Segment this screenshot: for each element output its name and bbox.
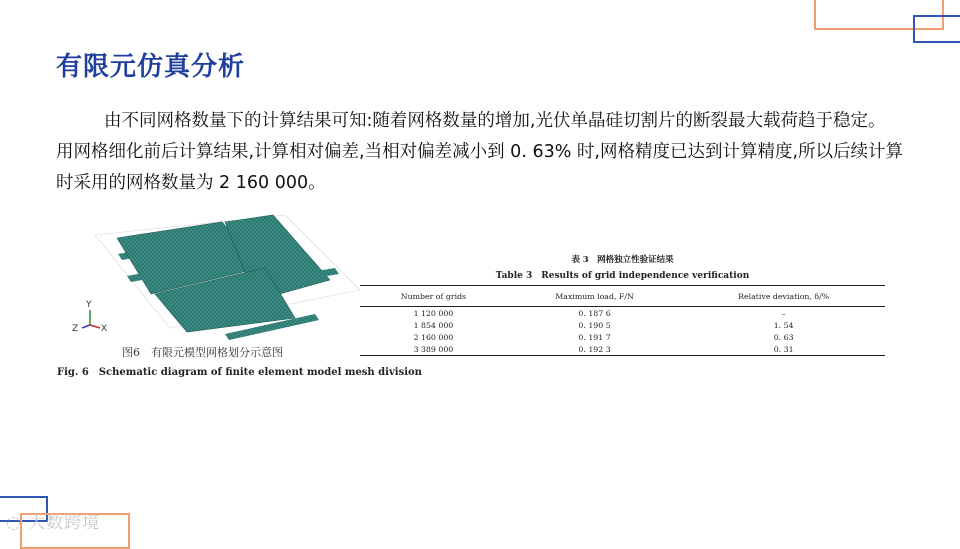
table-row (360, 319, 885, 331)
watermark-text: 大数跨境 (28, 513, 101, 533)
cell-deviation: – (781, 308, 786, 318)
cell-load: 0. 187 6 (578, 308, 611, 318)
axis-label-x: X (101, 324, 108, 334)
cell-grids: 2 160 000 (413, 332, 454, 342)
table-title-en: Table 3 Results of grid independence verification (495, 271, 750, 281)
cell-deviation: 0. 31 (682, 343, 885, 356)
figure-caption-en: Fig. 6 Schematic diagram of finite element model mesh division (57, 367, 422, 378)
header-number-of-grids: Number of grids (360, 286, 507, 307)
watermark-logo (6, 508, 100, 533)
cell-load: 0. 192 3 (507, 343, 682, 356)
table-row (360, 331, 885, 343)
cell-grids: 1 120 000 (413, 308, 454, 318)
table-row (360, 343, 885, 356)
table-header-row (360, 286, 885, 307)
figure-caption-cn: 图6 有限元模型网格划分示意图 (122, 346, 283, 359)
cell-grids: 1 854 000 (413, 320, 454, 330)
axis-triad (72, 300, 107, 334)
header-maximum-load: Maximum load, F/N (507, 286, 682, 307)
cell-deviation: 1. 54 (773, 320, 794, 330)
grid-independence-table (360, 285, 885, 356)
axis-label-y: Y (86, 300, 92, 310)
header-relative-deviation: Relative deviation, δ/% (682, 286, 885, 307)
slide-title: 有限元仿真分析 (56, 52, 246, 82)
cell-deviation: 0. 63 (773, 332, 794, 342)
cell-load: 0. 190 5 (578, 320, 611, 330)
body-paragraph: 由不同网格数量下的计算结果可知:随着网格数量的增加,光伏单晶硅切割片的断裂最大载荷趋于稳定。 用网格细化前后计算结果,计算相对偏差,当相对偏差减小到 0. 63% 时,网格精度已达到计算精度,所以后续计算时采用的网格数量为 2 160 000。 (56, 111, 904, 193)
table-row (360, 307, 885, 320)
cell-load: 0. 191 7 (578, 332, 611, 342)
cell-grids: 3 389 000 (360, 343, 507, 356)
axis-label-z: Z (72, 324, 79, 334)
decor-frame-top-blue (913, 15, 960, 43)
table-title-cn: 表 3 网格独立性验证结果 (571, 255, 674, 265)
watermark-icon: ◌ (6, 513, 22, 533)
